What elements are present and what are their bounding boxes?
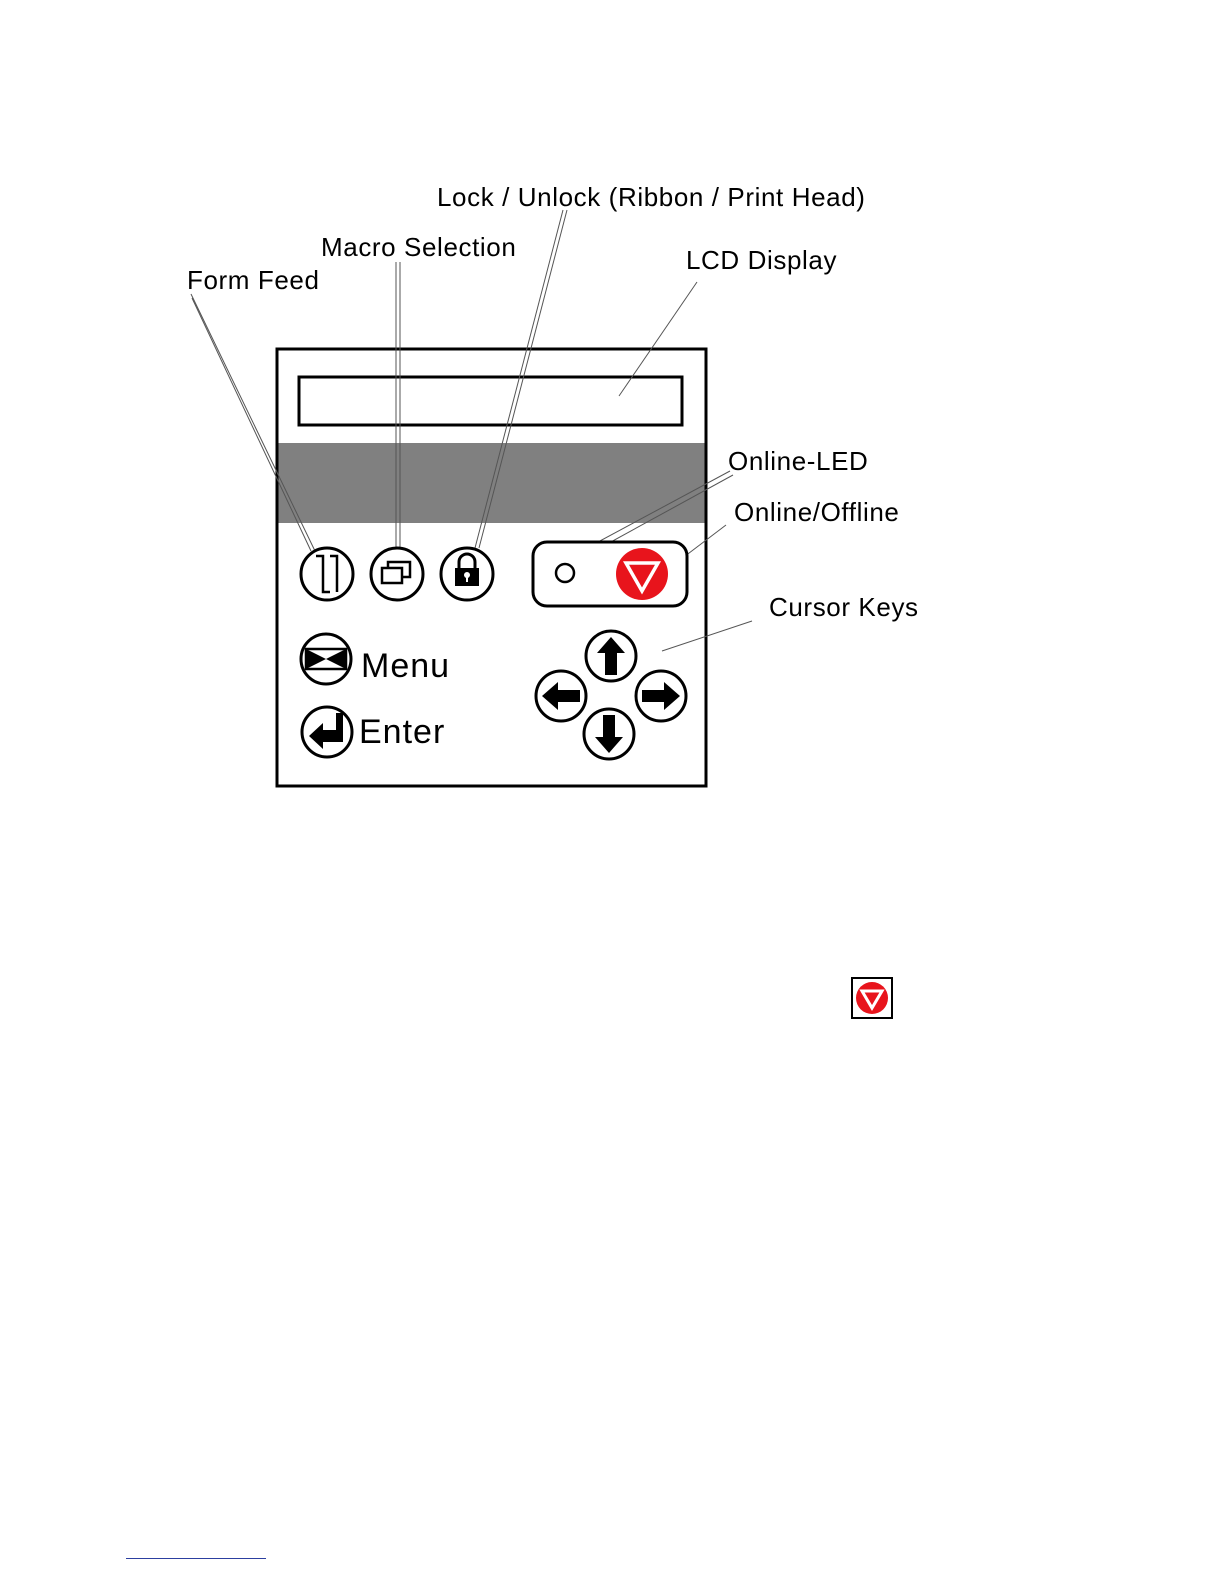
enter-label: Enter [359,713,446,751]
lock-unlock-callout: Lock / Unlock (Ribbon / Print Head) [437,182,866,212]
footnote-separator [126,1558,266,1559]
cursor-key-right[interactable] [636,671,686,721]
lock-unlock-button[interactable] [441,548,493,600]
online-led [556,564,574,582]
online-offline-button[interactable] [616,548,668,600]
cursor-key-left[interactable] [536,671,586,721]
menu-icon [306,649,346,669]
cursor-key-down[interactable] [584,709,634,759]
form-feed-button[interactable] [301,548,353,600]
menu-label: Menu [361,647,451,685]
macro-selection-button[interactable] [371,548,423,600]
cursor-key-up[interactable] [586,631,636,681]
macro-selection-callout: Macro Selection [321,232,517,262]
lcd-display-callout: LCD Display [686,245,838,275]
online-offline-callout: Online/Offline [734,497,900,527]
online-offline-inline-icon [851,977,893,1019]
menu-button[interactable] [301,634,351,684]
cursor-keys-callout: Cursor Keys [769,592,919,622]
online-led-callout: Online-LED [728,446,869,476]
form-feed-callout: Form Feed [187,265,320,295]
lcd-display [299,377,682,425]
enter-button[interactable] [302,707,352,757]
